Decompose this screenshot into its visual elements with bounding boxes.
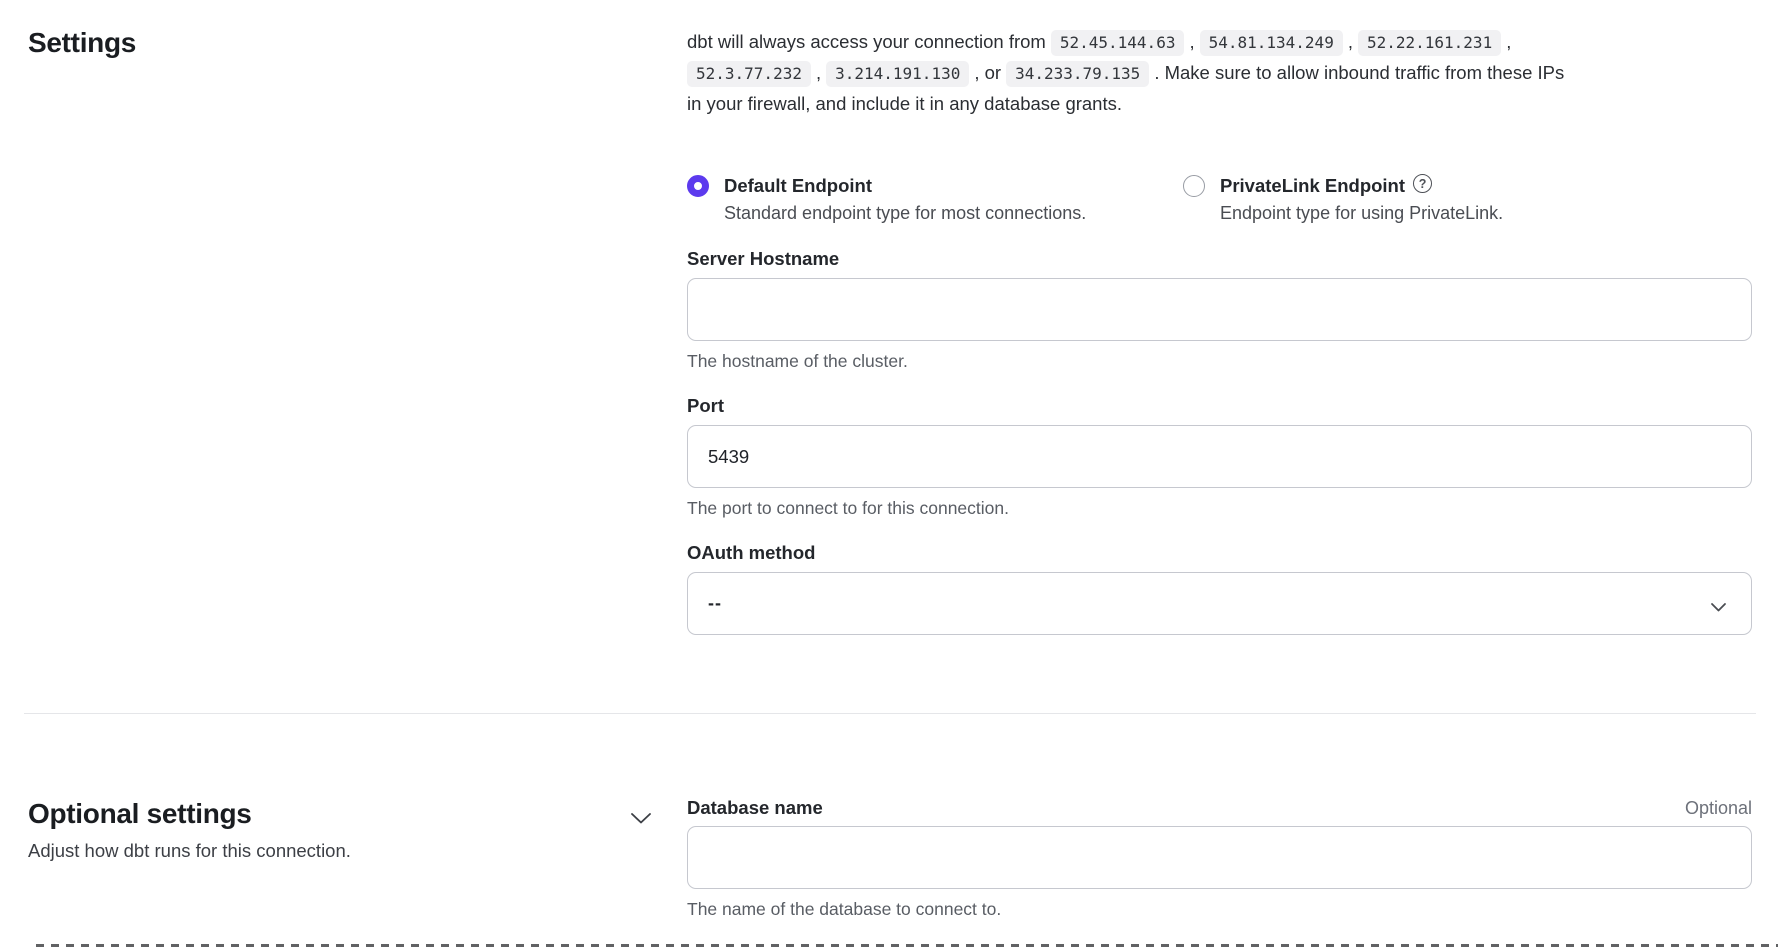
server-hostname-help: The hostname of the cluster.: [687, 351, 908, 371]
cutoff-text-row: [36, 944, 1778, 947]
port-label: Port: [687, 395, 724, 416]
optional-settings-subtitle: Adjust how dbt runs for this connection.: [28, 840, 351, 861]
oauth-method-selected-value: --: [708, 593, 722, 613]
ip-address-badge: 54.81.134.249: [1200, 30, 1343, 56]
ip-address-badge: 34.233.79.135: [1006, 61, 1149, 87]
ip-address-badge: 3.214.191.130: [826, 61, 969, 87]
intro-text: in your firewall, and include it in any database grants.: [687, 93, 1123, 114]
ip-address-badge: 52.22.161.231: [1358, 30, 1501, 56]
radio-label-privatelink-endpoint: PrivateLink Endpoint: [1220, 175, 1406, 196]
endpoint-type-radio-group: [687, 174, 1752, 224]
radio-description-privatelink-endpoint: Endpoint type for using PrivateLink.: [1220, 203, 1504, 223]
chevron-down-icon[interactable]: [630, 812, 652, 830]
database-name-help: The name of the database to connect to.: [687, 899, 1002, 919]
section-divider: [24, 713, 1756, 714]
server-hostname-input[interactable]: [687, 278, 1752, 341]
intro-text: . Make sure to allow inbound traffic from these IPs: [1154, 62, 1565, 83]
optional-settings-title: Optional settings: [28, 798, 252, 829]
oauth-method-label: OAuth method: [687, 542, 816, 563]
intro-text: dbt will always access your connection from: [687, 31, 1046, 52]
optional-settings-section: [0, 797, 1786, 919]
intro-paragraph: [687, 26, 1752, 119]
intro-text: ,: [815, 62, 822, 83]
ip-address-badge: 52.3.77.232: [687, 61, 811, 87]
intro-text: ,: [1347, 31, 1353, 52]
database-name-label: Database name: [687, 797, 823, 818]
intro-text: ,: [1506, 31, 1512, 52]
radio-selected-icon[interactable]: [687, 175, 709, 197]
radio-option-default-endpoint[interactable]: [687, 174, 1183, 224]
server-hostname-label: Server Hostname: [687, 248, 840, 269]
intro-text: ,: [1189, 31, 1195, 52]
port-input[interactable]: [687, 425, 1752, 488]
oauth-method-select[interactable]: [687, 572, 1752, 635]
page-title: Settings: [28, 27, 137, 58]
chevron-down-icon: [1710, 600, 1727, 618]
radio-option-privatelink-endpoint[interactable]: [1183, 174, 1503, 224]
question-mark-circle-icon[interactable]: ?: [1413, 174, 1432, 193]
optional-tag: Optional: [1684, 798, 1752, 818]
radio-description-default-endpoint: Standard endpoint type for most connections.: [724, 203, 1087, 223]
port-help: The port to connect to for this connection.: [687, 498, 1009, 518]
radio-label-default-endpoint: Default Endpoint: [724, 175, 872, 196]
radio-unselected-icon[interactable]: [1183, 175, 1205, 197]
intro-text: , or: [974, 62, 1002, 83]
ip-address-badge: 52.45.144.63: [1051, 30, 1185, 56]
database-name-input[interactable]: [687, 826, 1752, 889]
